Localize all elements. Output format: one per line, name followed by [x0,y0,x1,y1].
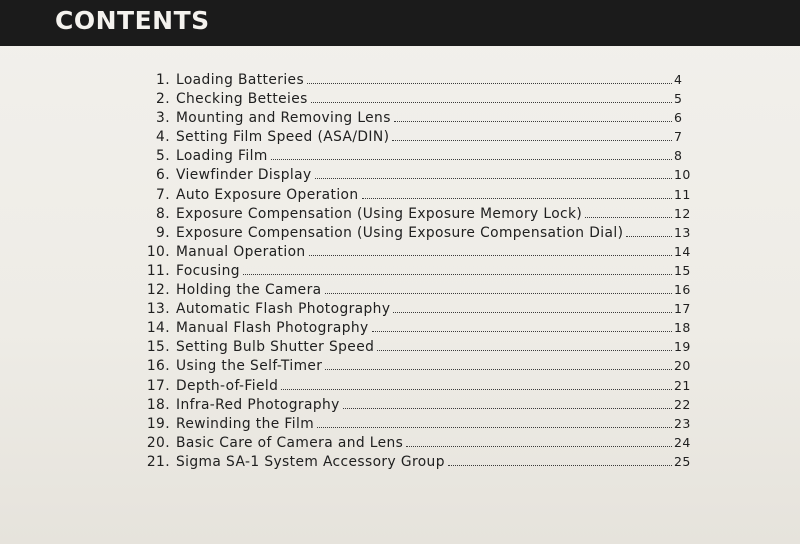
toc-entry-page: 20 [674,358,691,374]
dot-leader [309,254,672,256]
toc-entry-page: 17 [674,301,691,317]
toc-entry [132,225,692,244]
toc-entry [132,378,692,397]
toc-entry-page: 7 [674,129,683,145]
toc-entry-title: Sigma SA-1 System Accessory Group [176,453,445,470]
dot-leader [281,388,672,390]
toc-entry-title: Depth-of-Field [176,377,279,394]
dot-leader [311,101,672,103]
toc-entry-title: Setting Film Speed (ASA/DIN) [176,129,390,146]
toc-entry-page: 6 [674,110,683,126]
toc-entry-number: 19. [146,415,170,432]
toc-entry-number: 12. [146,282,170,299]
toc-entry-number: 6. [156,167,170,184]
dot-leader [325,368,672,370]
toc-entry [132,187,692,206]
toc-entry-page: 10 [674,167,691,183]
dot-leader [372,330,672,332]
toc-entry-number: 11. [146,262,170,279]
toc-entry [132,167,692,186]
toc-entry-number: 3. [156,110,170,127]
toc-entry [132,263,692,282]
dot-leader [393,311,672,313]
toc-entry [132,129,692,148]
toc-entry-number: 21. [146,453,170,470]
toc-entry [132,91,692,110]
dot-leader [317,426,672,428]
toc-entry-title: Rewinding the Film [176,415,315,432]
toc-entry-page: 21 [674,377,691,393]
toc-entry-title: Mounting and Removing Lens [176,110,391,127]
page-title: CONTENTS [55,6,210,35]
toc-entry-page: 19 [674,339,691,355]
dot-leader [585,216,672,218]
dot-leader [394,120,672,122]
toc-entry-title: Auto Exposure Operation [176,186,359,203]
toc-entry-number: 15. [146,339,170,356]
toc-entry-title: Holding the Camera [176,282,322,299]
toc-entry-title: Manual Flash Photography [176,320,369,337]
dot-leader [307,82,672,84]
dot-leader [626,235,672,237]
toc-entry [132,72,692,91]
toc-entry-number: 5. [156,148,170,165]
toc-entry [132,148,692,167]
toc-entry [132,110,692,129]
dot-leader [362,197,672,199]
toc-entry-page: 13 [674,224,691,240]
toc-entry-number: 17. [146,377,170,394]
dot-leader [392,139,672,141]
toc-entry-number: 20. [146,434,170,451]
toc-entry-page: 4 [674,72,683,87]
dot-leader [377,349,672,351]
toc-entry-number: 2. [156,91,170,108]
toc-entry-title: Setting Bulb Shutter Speed [176,339,375,356]
toc-entry-page: 25 [674,453,691,469]
dot-leader [406,445,672,447]
toc-entry [132,282,692,301]
toc-entry-number: 18. [146,396,170,413]
dot-leader [448,464,672,466]
toc-entry-title: Loading Batteries [176,72,305,88]
toc-entry-page: 14 [674,243,691,259]
toc-entry-page: 12 [674,205,691,221]
toc-entry-title: Manual Operation [176,243,306,260]
toc-entry-number: 13. [146,301,170,318]
toc-entry-page: 24 [674,434,691,450]
toc-entry-number: 16. [146,358,170,375]
toc-entry-number: 9. [156,224,170,241]
dot-leader [343,407,672,409]
toc-entry [132,435,692,454]
toc-entry-title: Automatic Flash Photography [176,301,391,318]
toc-entry [132,454,692,473]
dot-leader [271,158,672,160]
toc-entry [132,320,692,339]
toc-entry-page: 15 [674,262,691,278]
toc-entry [132,244,692,263]
toc-entry-title: Infra-Red Photography [176,396,340,413]
toc-entry-number: 7. [156,186,170,203]
toc-entry-title: Using the Self-Timer [176,358,323,375]
dot-leader [315,177,672,179]
toc-entry [132,358,692,377]
toc-entry-page: 16 [674,282,691,298]
toc-entry-title: Basic Care of Camera and Lens [176,434,404,451]
header-bar [0,0,800,46]
toc-entry-page: 8 [674,148,683,164]
toc-entry-number: 1. [156,72,170,88]
dot-leader [243,273,672,275]
toc-entry-number: 10. [146,243,170,260]
toc-entry-page: 22 [674,396,691,412]
toc-entry [132,397,692,416]
toc-entry-page: 11 [674,186,691,202]
toc-entry-title: Loading Film [176,148,268,165]
toc-entry-title: Viewfinder Display [176,167,312,184]
toc-entry [132,301,692,320]
toc-entry [132,339,692,358]
toc-entry-title: Focusing [176,262,240,279]
toc-entry-page: 23 [674,415,691,431]
toc-entry-page: 5 [674,91,683,107]
table-of-contents [132,72,692,473]
toc-entry-number: 14. [146,320,170,337]
toc-entry-title: Exposure Compensation (Using Exposure Compensation Dial) [176,224,624,241]
toc-entry-number: 4. [156,129,170,146]
dot-leader [325,292,673,294]
toc-entry [132,416,692,435]
toc-entry-title: Exposure Compensation (Using Exposure Memory Lock) [176,205,583,222]
toc-entry [132,206,692,225]
toc-entry-title: Checking Betteies [176,91,308,108]
toc-entry-number: 8. [156,205,170,222]
toc-entry-page: 18 [674,320,691,336]
